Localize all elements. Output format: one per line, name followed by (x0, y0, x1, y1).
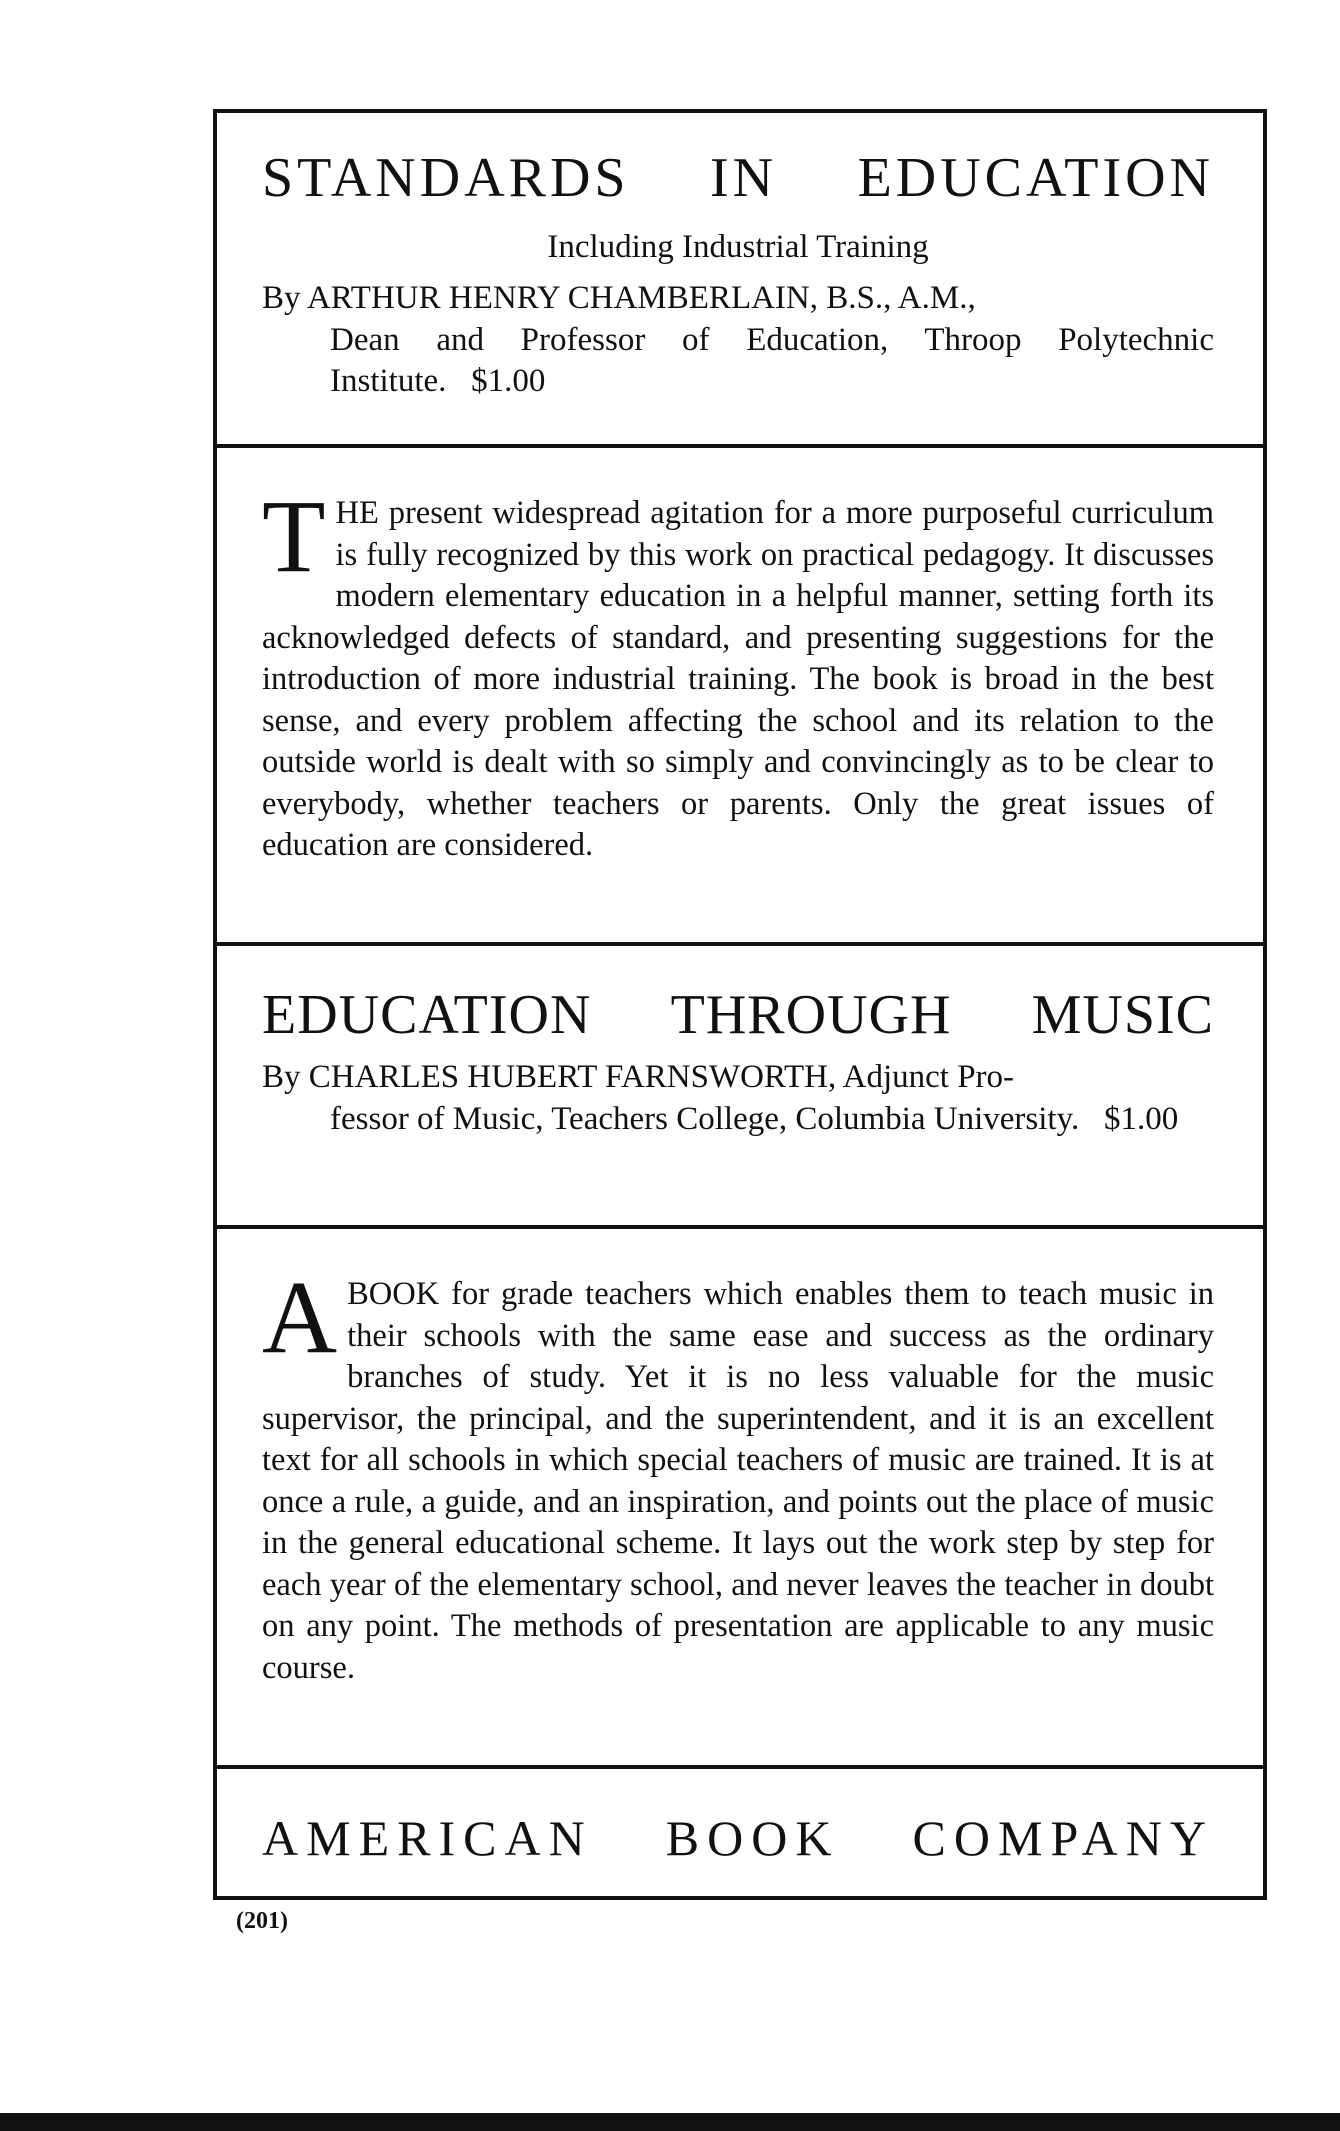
divider (213, 1225, 1267, 1229)
book1-header (262, 148, 1214, 403)
drop-cap: A (262, 1260, 338, 1375)
book1-author-desc: Dean and Professor of Education, Throop Polytechnic Institute. (330, 321, 1214, 399)
book1-subtitle: Including Industrial Training (547, 229, 929, 265)
book2-author-desc: fessor of Music, Teachers College, Columbia University. (330, 1100, 1080, 1137)
book1-title: STANDARDS IN EDUCATION (262, 147, 1214, 209)
divider (213, 1765, 1267, 1769)
publisher-name: AMERICAN BOOK COMPANY (262, 1810, 1214, 1866)
book2-title: EDUCATION THROUGH MUSIC (262, 984, 1214, 1046)
book2-description-block (262, 1260, 1214, 1689)
page-number: (201) (236, 1908, 288, 1934)
book2-description: BOOK for grade teachers which enables them to teach music in their schools with the same ease and success as the ordinary branches of study. Yet it is no less valuable for the music supervisor, the principal, and the superintendent, and it is an excellent text for all schools in which special teachers of music are trained. It is at once a rule, a guide, and an inspiration, and points out the place of music in the general educational scheme. It lays out the work step by step for each year of the elementary school, and never leaves the teacher in doubt on any point. The methods of presentation are applicable to any music course. (262, 1276, 1214, 1686)
book2-header (262, 985, 1214, 1140)
divider (213, 942, 1267, 946)
divider (213, 444, 1267, 448)
drop-cap: T (262, 479, 326, 594)
book2-price: $1.00 (1103, 1100, 1179, 1137)
publisher-block (262, 1808, 1214, 1868)
book2-author: By CHARLES HUBERT FARNSWORTH, Adjunct Pro- (262, 1059, 1015, 1095)
book1-description-block (262, 479, 1214, 867)
book1-price: $1.00 (471, 363, 546, 399)
book1-author: By ARTHUR HENRY CHAMBERLAIN, B.S., A.M., (262, 280, 976, 316)
book1-description: HE present widespread agitation for a more purposeful curriculum is fully recognized by this work on practical pedagogy. It discusses modern elementary education in a helpful manner, setting forth its acknowledged defects of standard, and presenting suggestions for the introduction of more industrial training. The book is broad in the best sense, and every problem affecting the school and its relation to the outside world is dealt with so simply and convincingly as to be clear to everybody, whether teachers or parents. Only the great issues of education are considered. (262, 495, 1214, 863)
scan-edge-bar (0, 2113, 1340, 2131)
